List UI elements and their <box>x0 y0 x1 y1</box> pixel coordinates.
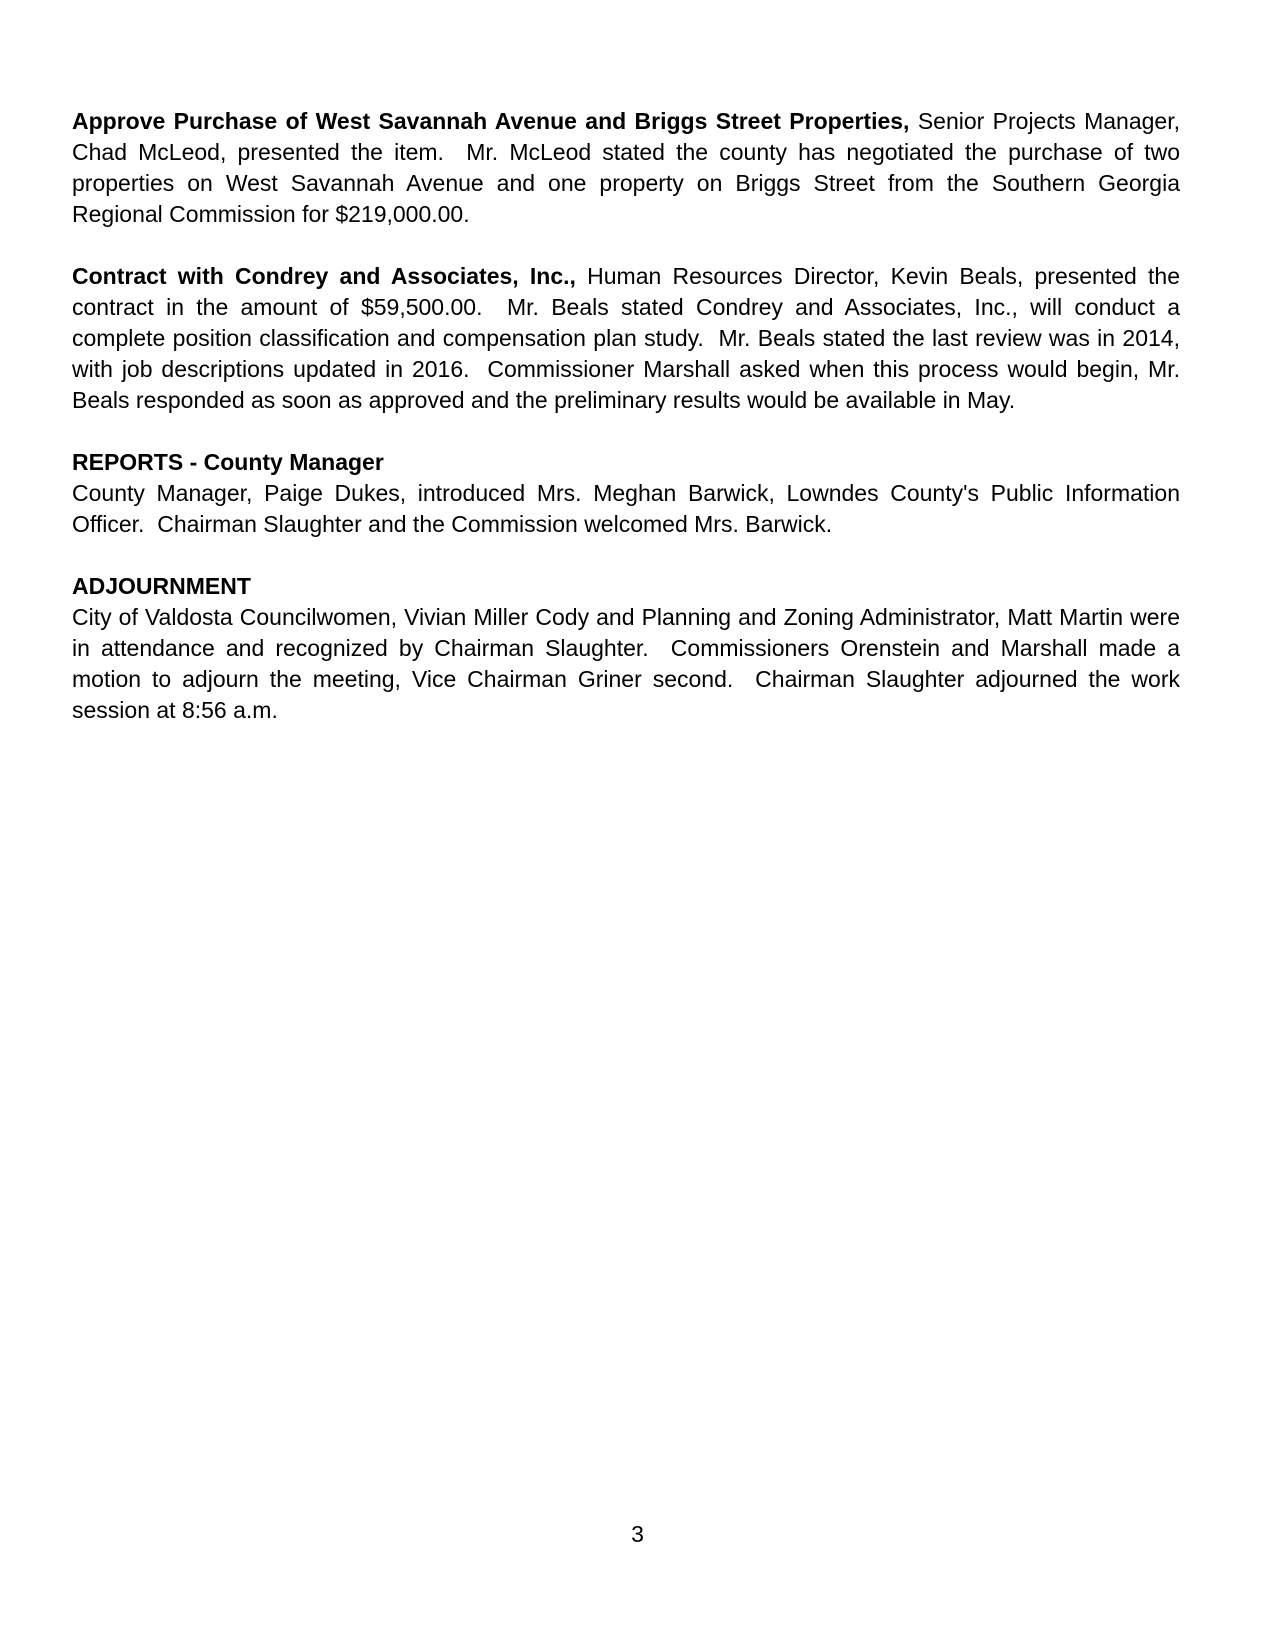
section-reports-heading: REPORTS - County Manager <box>72 449 384 475</box>
paragraph-condrey-contract-text: Human Resources Director, Kevin Beals, presented the contract in the amount of $59,500.00. Mr. Beals stated Condrey and Associates, Inc., will conduct a complete position classification and compensation plan study. Mr. Beals stated the last review was in 2014, with job descriptions updated in 2016. Commissioner Marshall asked when this process would begin, Mr. Beals responded as soon as approved and the preliminary results would be available in May. <box>72 263 1187 413</box>
page-number: 3 <box>631 1521 644 1547</box>
paragraph-approve-purchase-text: Senior Projects Manager, Chad McLeod, presented the item. Mr. McLeod stated the county has negotiated the purchase of two properties on West Savannah Avenue and one property on Briggs Street from the Southern Georgia Regional Commission for $219,000.00. <box>72 108 1187 227</box>
paragraph-approve-purchase-lead: Approve Purchase of West Savannah Avenue and Briggs Street Properties, <box>72 108 910 134</box>
section-adjournment <box>72 571 1187 726</box>
paragraph-condrey-contract-lead: Contract with Condrey and Associates, Inc., <box>72 263 576 289</box>
section-adjournment-text: City of Valdosta Councilwomen, Vivian Miller Cody and Planning and Zoning Administrator, Matt Martin were in attendance and recognized by Chairman Slaughter. Commissioners Orenstein and Marshall made a motion to adjourn the meeting, Vice Chairman Griner second. Chairman Slaughter adjourned the work session at 8:56 a.m. <box>72 604 1187 723</box>
section-adjournment-heading: ADJOURNMENT <box>72 573 251 599</box>
section-reports-text: County Manager, Paige Dukes, introduced Mrs. Meghan Barwick, Lowndes County's Public Information Officer. Chairman Slaughter and the Commission welcomed Mrs. Barwick. <box>72 480 1187 537</box>
document-body <box>72 106 1187 757</box>
section-reports <box>72 447 1187 540</box>
paragraph-condrey-contract <box>72 261 1187 416</box>
paragraph-approve-purchase <box>72 106 1187 230</box>
